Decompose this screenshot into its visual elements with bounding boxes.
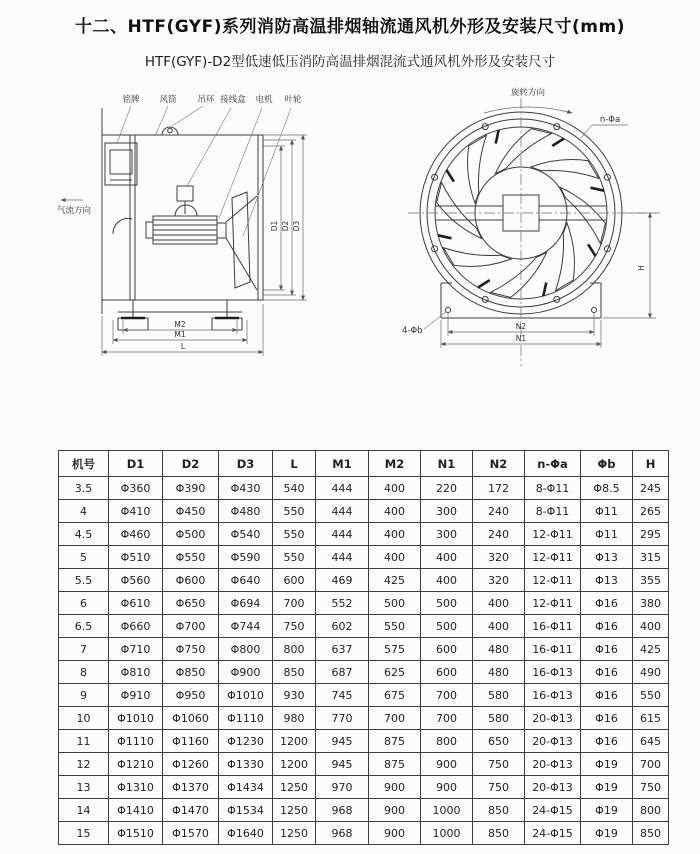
page-title: 十二、HTF(GYF)系列消防高温排烟轴流通风机外形及安装尺寸(mm) <box>75 17 625 37</box>
table-cell: Φ480 <box>219 500 273 523</box>
table-cell: Φ460 <box>109 523 163 546</box>
table-cell: 625 <box>369 661 421 684</box>
label-junction-box: 接线盒 <box>220 95 246 105</box>
spec-table-body <box>59 477 669 845</box>
table-cell: 20-Φ13 <box>525 776 581 799</box>
table-row <box>59 615 669 638</box>
table-cell: 900 <box>421 776 473 799</box>
label-duct: 风筒 <box>159 95 177 105</box>
col-header-d3: D3 <box>219 451 273 477</box>
table-cell: Φ710 <box>109 638 163 661</box>
spec-table <box>58 450 669 845</box>
page-subtitle: HTF(GYF)-D2型低速低压消防高温排烟混流式通风机外形及安装尺寸 <box>144 54 556 70</box>
table-cell: 687 <box>316 661 369 684</box>
table-row <box>59 500 669 523</box>
table-row <box>59 592 669 615</box>
blade-tip-mark <box>591 188 605 191</box>
fan-blade <box>443 248 511 267</box>
table-cell: 1250 <box>273 822 316 845</box>
table-cell: Φ1410 <box>109 799 163 822</box>
table-cell: 3.5 <box>59 477 109 500</box>
col-header-n-phi-a: n-Φa <box>525 451 581 477</box>
table-cell: Φ1470 <box>163 799 219 822</box>
table-cell: 945 <box>316 730 369 753</box>
table-cell: 850 <box>473 799 525 822</box>
table-cell: 745 <box>316 684 369 707</box>
table-cell: 24-Φ15 <box>525 799 581 822</box>
table-cell: 750 <box>633 776 669 799</box>
table-row <box>59 523 669 546</box>
table-cell: Φ16 <box>581 661 633 684</box>
table-cell: 800 <box>273 638 316 661</box>
table-cell: Φ13 <box>581 546 633 569</box>
table-row <box>59 477 669 500</box>
table-cell: 265 <box>633 500 669 523</box>
table-cell: 15 <box>59 822 109 845</box>
table-cell: 295 <box>633 523 669 546</box>
table-cell: Φ900 <box>219 661 273 684</box>
table-cell: 700 <box>421 684 473 707</box>
table-cell: 580 <box>473 707 525 730</box>
table-cell: Φ810 <box>109 661 163 684</box>
table-cell: Φ16 <box>581 684 633 707</box>
table-cell: 5.5 <box>59 569 109 592</box>
table-cell: 500 <box>421 615 473 638</box>
table-cell: 9 <box>59 684 109 707</box>
fan-blade <box>468 135 487 203</box>
col-header-d1: D1 <box>109 451 163 477</box>
table-cell: Φ19 <box>581 799 633 822</box>
table-cell: Φ16 <box>581 707 633 730</box>
table-cell: 615 <box>633 707 669 730</box>
table-cell: 13 <box>59 776 109 799</box>
label-flange-holes: n-Φa <box>599 115 621 125</box>
table-cell: 945 <box>316 753 369 776</box>
table-cell: Φ550 <box>163 546 219 569</box>
table-cell: Φ19 <box>581 776 633 799</box>
table-cell: Φ660 <box>109 615 163 638</box>
table-cell: 4.5 <box>59 523 109 546</box>
table-cell: 770 <box>316 707 369 730</box>
side-view-drawing <box>35 86 375 378</box>
table-row <box>59 753 669 776</box>
table-cell: 400 <box>421 546 473 569</box>
col-header-phi-b: Φb <box>581 451 633 477</box>
table-row <box>59 569 669 592</box>
table-cell: 600 <box>421 661 473 684</box>
table-cell: 400 <box>473 592 525 615</box>
fan-blade <box>556 223 575 291</box>
table-cell: 550 <box>273 500 316 523</box>
table-cell: 600 <box>273 569 316 592</box>
col-header-l: L <box>273 451 316 477</box>
table-cell: Φ1510 <box>109 822 163 845</box>
table-cell: Φ910 <box>109 684 163 707</box>
table-cell: 380 <box>633 592 669 615</box>
table-cell: 875 <box>369 753 421 776</box>
table-cell: Φ16 <box>581 730 633 753</box>
table-cell: 20-Φ13 <box>525 753 581 776</box>
table-cell: Φ1230 <box>219 730 273 753</box>
blade-tip-mark <box>588 244 595 256</box>
table-cell: 6.5 <box>59 615 109 638</box>
front-view-dimensions <box>408 98 660 366</box>
table-cell: 540 <box>273 477 316 500</box>
table-cell: 444 <box>316 477 369 500</box>
table-cell: Φ8.5 <box>581 477 633 500</box>
table-cell: 8-Φ11 <box>525 477 581 500</box>
table-cell: 970 <box>316 776 369 799</box>
label-lifting-ring: 吊环 <box>197 95 215 105</box>
base-bolt-hole <box>446 308 451 313</box>
blade-tip-mark <box>438 235 452 238</box>
dim-d1: D1 <box>270 220 279 232</box>
table-cell: Φ1434 <box>219 776 273 799</box>
table-cell: 675 <box>369 684 421 707</box>
table-cell: Φ410 <box>109 500 163 523</box>
table-cell: 400 <box>421 569 473 592</box>
col-header-n1: N1 <box>421 451 473 477</box>
table-cell: 480 <box>473 638 525 661</box>
col-header-m1: M1 <box>316 451 369 477</box>
table-cell: Φ750 <box>163 638 219 661</box>
table-cell: 16-Φ13 <box>525 661 581 684</box>
table-cell: 12 <box>59 753 109 776</box>
table-row <box>59 799 669 822</box>
table-cell: 550 <box>369 615 421 638</box>
table-cell: 968 <box>316 822 369 845</box>
table-cell: Φ16 <box>581 592 633 615</box>
table-cell: 5 <box>59 546 109 569</box>
table-cell: Φ13 <box>581 569 633 592</box>
table-cell: Φ1534 <box>219 799 273 822</box>
table-cell: 20-Φ13 <box>525 730 581 753</box>
table-cell: 300 <box>421 523 473 546</box>
table-cell: 480 <box>473 661 525 684</box>
label-airflow-direction: 气流方向 <box>57 206 92 216</box>
table-cell: 14 <box>59 799 109 822</box>
table-cell: 315 <box>633 546 669 569</box>
table-cell: 1000 <box>421 822 473 845</box>
table-cell: 900 <box>369 822 421 845</box>
table-cell: 12-Φ11 <box>525 592 581 615</box>
foot <box>212 318 242 330</box>
table-cell: Φ640 <box>219 569 273 592</box>
table-cell: 400 <box>473 615 525 638</box>
table-cell: 602 <box>316 615 369 638</box>
table-cell: 1250 <box>273 776 316 799</box>
col-header-m2: M2 <box>369 451 421 477</box>
table-cell: 12-Φ11 <box>525 523 581 546</box>
table-cell: 444 <box>316 523 369 546</box>
table-cell: Φ1010 <box>109 707 163 730</box>
table-cell: Φ540 <box>219 523 273 546</box>
table-cell: Φ510 <box>109 546 163 569</box>
table-cell: 700 <box>273 592 316 615</box>
foot <box>118 318 148 330</box>
table-cell: 552 <box>316 592 369 615</box>
table-cell: 10 <box>59 707 109 730</box>
table-cell: 20-Φ13 <box>525 707 581 730</box>
blade-tip-mark <box>543 283 546 297</box>
table-cell: 750 <box>273 615 316 638</box>
dim-l: L <box>180 342 186 351</box>
side-view-lineart <box>102 108 263 330</box>
table-cell: 930 <box>273 684 316 707</box>
table-cell: 850 <box>633 822 669 845</box>
table-cell: Φ1640 <box>219 822 273 845</box>
table-cell: Φ1160 <box>163 730 219 753</box>
table-cell: 400 <box>369 500 421 523</box>
table-cell: Φ700 <box>163 615 219 638</box>
table-cell: 700 <box>421 707 473 730</box>
dim-d2: D2 <box>281 220 290 232</box>
table-cell: 400 <box>369 523 421 546</box>
table-cell: 12-Φ11 <box>525 569 581 592</box>
table-cell: 875 <box>369 730 421 753</box>
table-cell: 12-Φ11 <box>525 546 581 569</box>
table-cell: 16-Φ11 <box>525 615 581 638</box>
table-cell: Φ1210 <box>109 753 163 776</box>
table-row <box>59 684 669 707</box>
table-cell: Φ610 <box>109 592 163 615</box>
table-cell: Φ11 <box>581 500 633 523</box>
table-cell: 500 <box>369 592 421 615</box>
table-cell: 968 <box>316 799 369 822</box>
table-cell: Φ850 <box>163 661 219 684</box>
table-cell: 355 <box>633 569 669 592</box>
table-cell: 220 <box>421 477 473 500</box>
table-cell: 16-Φ13 <box>525 684 581 707</box>
table-cell: 1200 <box>273 730 316 753</box>
table-cell: 469 <box>316 569 369 592</box>
table-cell: 550 <box>633 684 669 707</box>
col-header-n2: N2 <box>473 451 525 477</box>
col-header-model: 机号 <box>59 451 109 477</box>
table-cell: 320 <box>473 546 525 569</box>
label-motor: 电机 <box>255 95 273 105</box>
dim-m1: M1 <box>174 330 186 339</box>
table-cell: Φ16 <box>581 638 633 661</box>
table-cell: 700 <box>369 707 421 730</box>
blade-tip-mark <box>447 170 454 182</box>
col-header-h: H <box>633 451 669 477</box>
table-cell: 550 <box>273 546 316 569</box>
blade-tip-mark <box>552 139 564 146</box>
fan-blade <box>531 160 599 179</box>
label-base-holes: 4-Φb <box>402 326 423 336</box>
table-cell: 11 <box>59 730 109 753</box>
table-cell: 24-Φ15 <box>525 822 581 845</box>
col-header-d2: D2 <box>163 451 219 477</box>
table-cell: 850 <box>473 822 525 845</box>
table-cell: 1200 <box>273 753 316 776</box>
junction-box <box>177 186 193 201</box>
table-cell: 444 <box>316 500 369 523</box>
table-cell: Φ1010 <box>219 684 273 707</box>
table-cell: Φ1060 <box>163 707 219 730</box>
table-cell: Φ16 <box>581 615 633 638</box>
table-cell: 8-Φ11 <box>525 500 581 523</box>
table-cell: Φ950 <box>163 684 219 707</box>
table-cell: 1000 <box>421 799 473 822</box>
blade-tip-mark <box>478 280 490 287</box>
table-cell: 490 <box>633 661 669 684</box>
table-cell: 900 <box>421 753 473 776</box>
table-cell: 400 <box>369 477 421 500</box>
table-cell: 637 <box>316 638 369 661</box>
table-cell: Φ19 <box>581 822 633 845</box>
dim-h: H <box>637 265 646 271</box>
label-impeller: 叶轮 <box>284 95 302 105</box>
table-cell: Φ590 <box>219 546 273 569</box>
table-row <box>59 822 669 845</box>
table-cell: Φ800 <box>219 638 273 661</box>
table-cell: Φ500 <box>163 523 219 546</box>
table-cell: Φ1330 <box>219 753 273 776</box>
table-cell: 425 <box>633 638 669 661</box>
table-cell: 240 <box>473 500 525 523</box>
table-cell: Φ1260 <box>163 753 219 776</box>
table-row <box>59 661 669 684</box>
table-cell: Φ1310 <box>109 776 163 799</box>
table-cell: Φ694 <box>219 592 273 615</box>
dim-d3: D3 <box>292 220 301 232</box>
table-cell: Φ11 <box>581 523 633 546</box>
table-cell: 980 <box>273 707 316 730</box>
table-cell: Φ390 <box>163 477 219 500</box>
dim-m2: M2 <box>174 320 186 329</box>
table-row <box>59 776 669 799</box>
table-cell: 580 <box>473 684 525 707</box>
table-cell: 800 <box>633 799 669 822</box>
table-cell: 16-Φ11 <box>525 638 581 661</box>
table-cell: 240 <box>473 523 525 546</box>
blade-tip-mark <box>496 130 499 144</box>
table-cell: Φ560 <box>109 569 163 592</box>
table-cell: 900 <box>369 799 421 822</box>
table-cell: 320 <box>473 569 525 592</box>
table-row <box>59 638 669 661</box>
front-view-drawing <box>388 82 698 370</box>
table-cell: 444 <box>316 546 369 569</box>
table-cell: 400 <box>633 615 669 638</box>
table-cell: Φ1370 <box>163 776 219 799</box>
table-cell: 850 <box>273 661 316 684</box>
table-cell: 750 <box>473 753 525 776</box>
table-cell: 425 <box>369 569 421 592</box>
dim-n2: N2 <box>515 322 527 331</box>
table-cell: 650 <box>473 730 525 753</box>
table-cell: 575 <box>369 638 421 661</box>
table-cell: 7 <box>59 638 109 661</box>
table-cell: Φ1110 <box>219 707 273 730</box>
table-cell: Φ19 <box>581 753 633 776</box>
table-cell: Φ1110 <box>109 730 163 753</box>
table-cell: Φ744 <box>219 615 273 638</box>
table-header-row <box>59 451 669 477</box>
table-cell: Φ450 <box>163 500 219 523</box>
dim-n1: N1 <box>515 334 527 343</box>
table-cell: 6 <box>59 592 109 615</box>
table-cell: 500 <box>421 592 473 615</box>
table-cell: 245 <box>633 477 669 500</box>
base-bolt-hole <box>592 308 597 313</box>
table-row <box>59 730 669 753</box>
table-cell: 300 <box>421 500 473 523</box>
table-cell: 1250 <box>273 799 316 822</box>
table-cell: Φ1570 <box>163 822 219 845</box>
table-cell: 550 <box>273 523 316 546</box>
table-cell: 645 <box>633 730 669 753</box>
table-cell: Φ430 <box>219 477 273 500</box>
table-row <box>59 707 669 730</box>
table-cell: 600 <box>421 638 473 661</box>
table-cell: Φ650 <box>163 592 219 615</box>
table-cell: 4 <box>59 500 109 523</box>
table-cell: 700 <box>633 753 669 776</box>
table-cell: 8 <box>59 661 109 684</box>
label-nameplate: 铭牌 <box>122 95 140 105</box>
table-cell: Φ600 <box>163 569 219 592</box>
table-cell: 800 <box>421 730 473 753</box>
table-cell: 400 <box>369 546 421 569</box>
table-cell: 750 <box>473 776 525 799</box>
table-cell: 900 <box>369 776 421 799</box>
table-cell: Φ360 <box>109 477 163 500</box>
label-rotation-direction: 旋转方向 <box>510 88 546 98</box>
table-cell: 172 <box>473 477 525 500</box>
table-row <box>59 546 669 569</box>
